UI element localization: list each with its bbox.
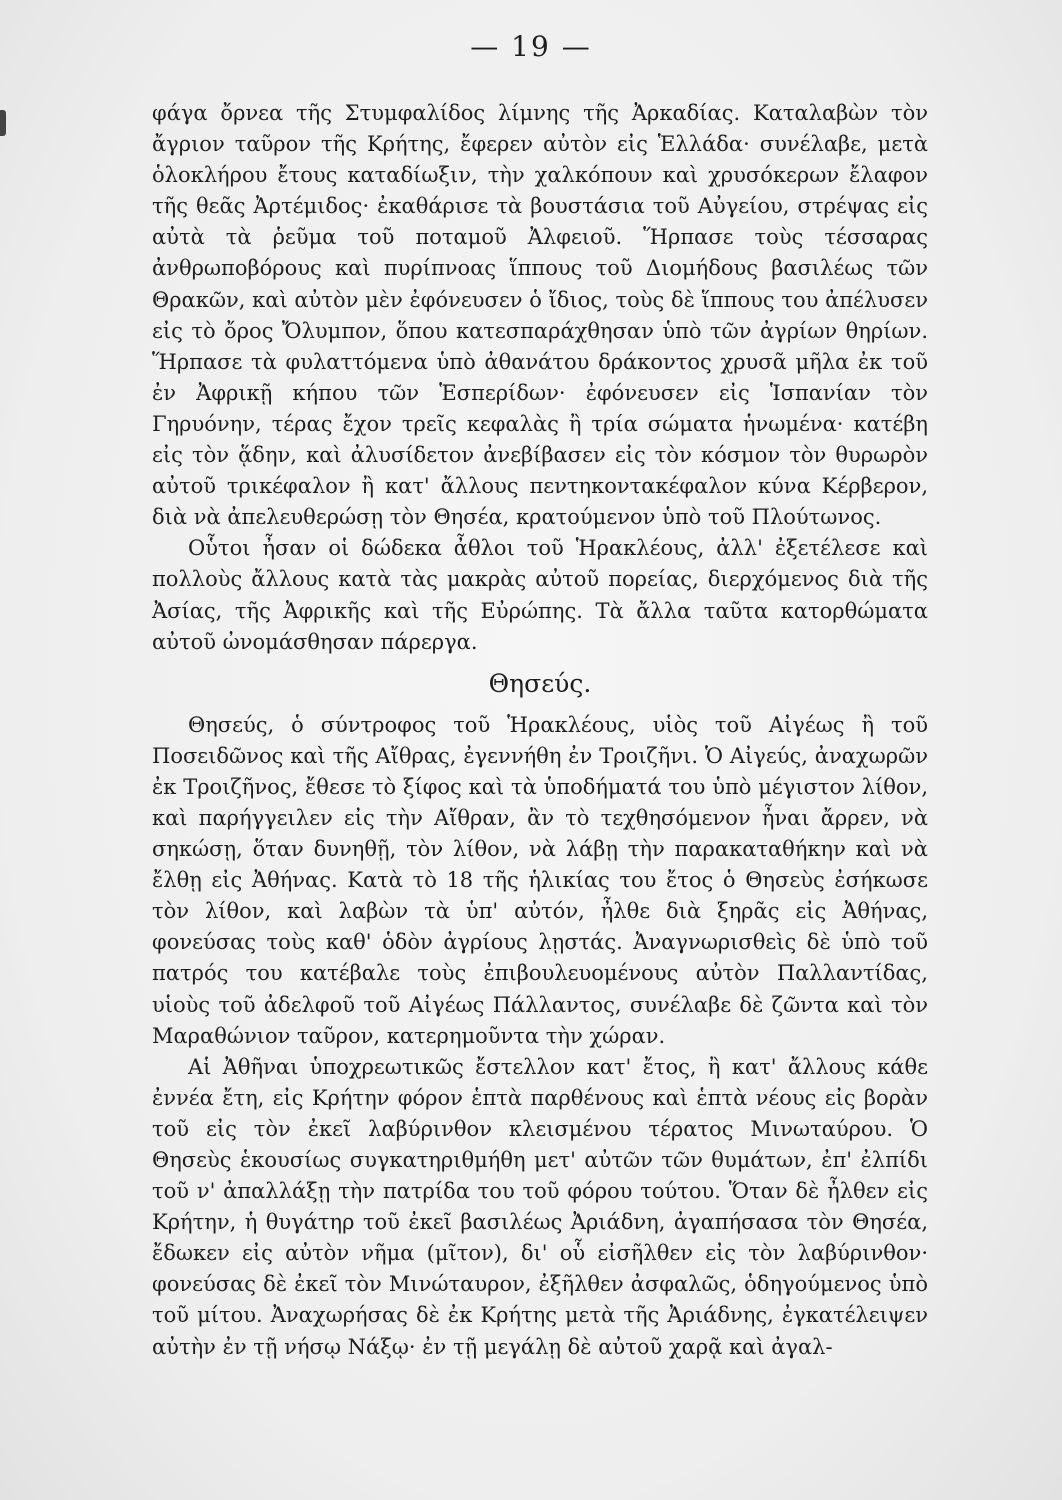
section-heading: Θησεύς. xyxy=(488,668,592,698)
page-number: — 19 — xyxy=(470,30,592,63)
paragraph-labors-continued: φάγα ὄρνεα τῆς Στυμφαλίδος λίμνης τῆς Ἀρκαδίας. Καταλαβὼν τὸν ἄγριον ταῦρον τῆς Κρήτης, ἔφερεν αὐτὸν εἰς Ἑλλάδα· συνέλαβε, μετὰ ὁλοκλήρου ἔτους καταδίωξιν, τὴν χαλκόπουν καὶ χρυσόκερων ἔλαφον τῆς θεᾶς Ἀρτέμιδος· ἐκαθάρισε τὰ βουστάσια τοῦ Αὐγείου, στρέψας εἰς αὐτὰ τὰ ῥεῦμα τοῦ ποταμοῦ Ἀλφειοῦ. Ἥρπασε τοὺς τέσσαρας ἀνθρωποβόρους καὶ πυρίπνοας ἵππους τοῦ Διομήδους βασιλέως τῶν Θρακῶν, καὶ αὐτὸν μὲν ἐφόνευσεν ὁ ἴδιος, τοὺς δὲ ἵππους του ἀπέλυσεν εἰς τὸ ὄρος Ὄλυμπον, ὅπου κατεσπαράχθησαν ὑπὸ τῶν ἀγρίων θηρίων. Ἥρπασε τὰ φυλαττόμενα ὑπὸ ἀθανάτου δράκοντος χρυσᾶ μῆλα ἐκ τοῦ ἐν Ἀφρικῇ κήπου τῶν Ἑσπερίδων· ἐφόνευσεν εἰς Ἱσπανίαν τὸν Γηρυόνην, τέρας ἔχον τρεῖς κεφαλὰς ἢ τρία σώματα ἡνωμένα· κατέβη εἰς τὸν ᾅδην, καὶ ἀλυσίδετον ἀνεβίβασεν εἰς τὸν κόσμον τὸν θυρωρὸν αὐτοῦ τρικέφαλον ἢ κατ' ἄλλους πεντηκοντακέφαλον κύνα Κέρβερον, διὰ νὰ ἀπελευθερώσῃ τὸν Θησέα, κρατούμενον ὑπὸ τοῦ Πλούτωνος. xyxy=(152,101,928,530)
paragraph-theseus-birth: Θησεύς, ὁ σύντροφος τοῦ Ἡρακλέους, υἱὸς τοῦ Αἰγέως ἢ τοῦ Ποσειδῶνος καὶ τῆς Αἴθρας, ἐγεννήθη ἐν Τροιζῆνι. Ὁ Αἰγεύς, ἀναχωρῶν ἐκ Τροιζῆνος, ἔθεσε τὸ ξίφος καὶ τὰ ὑποδήματά του ὑπὸ μέγιστον λίθον, καὶ παρήγγειλεν εἰς τὴν Αἴθραν, ἂν τὸ τεχθησόμενον ἦναι ἄρρεν, νὰ σηκώσῃ, ὅταν δυνηθῇ, τὸν λίθον, νὰ λάβῃ τὴν παρακαταθήκην καὶ νὰ ἔλθῃ εἰς Ἀθήνας. Κατὰ τὸ 18 τῆς ἡλικίας του ἔτος ὁ Θησεὺς ἐσήκωσε τὸν λίθον, καὶ λαβὼν τὰ ὑπ' αὐτόν, ἦλθε διὰ ξηρᾶς εἰς Ἀθήνας, φονεύσας τοὺς καθ' ὁδὸν ἀγρίους λῃστάς. Ἀναγνωρισθεὶς δὲ ὑπὸ τοῦ πατρός του κατέβαλε τοὺς ἐπιβουλευομένους αὐτὸν Παλλαντίδας, υἱοὺς τοῦ ἀδελφοῦ τοῦ Αἰγέως Πάλλαντος, συνέλαβε δὲ ζῶντα καὶ τὸν Μαραθώνιον ταῦρον, κατερημοῦντα τὴν χώραν. xyxy=(152,712,928,1048)
paragraph-labors-summary: Οὗτοι ἦσαν οἱ δώδεκα ἆθλοι τοῦ Ἡρακλέους, ἀλλ' ἐξετέλεσε καὶ πολλοὺς ἄλλους κατὰ τὰς μακρὰς αὐτοῦ πορείας, διερχόμενος διὰ τῆς Ἀσίας, τῆς Ἀφρικῆς καὶ τῆς Εὐρώπης. Τὰ ἄλλα ταῦτα κατορθώματα αὐτοῦ ὠνομάσθησαν πάρεργα. xyxy=(152,536,928,654)
page-edge-mark xyxy=(0,110,6,136)
paragraph-theseus-crete: Αἱ Ἀθῆναι ὑποχρεωτικῶς ἔστελλον κατ' ἔτος, ἢ κατ' ἄλλους κάθε ἐννέα ἔτη, εἰς Κρήτην φόρον ἑπτὰ παρθένους καὶ ἑπτὰ νέους εἰς βορὰν τοῦ εἰς τὸν ἐκεῖ λαβύρινθον κλεισμένου τέρατος Μινωταύρου. Ὁ Θησεὺς ἑκουσίως συγκατηριθμήθη μετ' αὐτῶν τῶν θυμάτων, ἐπ' ἐλπίδι τοῦ ν' ἀπαλλάξῃ τὴν πατρίδα του τοῦ φόρου τούτου. Ὅταν δὲ ἦλθεν εἰς Κρήτην, ἡ θυγάτηρ τοῦ ἐκεῖ βασιλέως Ἀριάδνη, ἀγαπήσασα τὸν Θησέα, ἔδωκεν εἰς αὐτὸν νῆμα (μῖτον), δι' οὗ εἰσῆλθεν εἰς τὸν λαβύρινθον· φονεύσας δὲ ἐκεῖ τὸν Μινώταυρον, ἐξῆλθεν ἀσφαλῶς, ὁδηγούμενος ὑπὸ τοῦ μίτου. Ἀναχωρήσας δὲ ἐκ Κρήτης μετὰ τῆς Ἀριάδνης, ἐγκατέλειψεν αὐτὴν ἐν τῇ νήσῳ Νάξῳ· ἐν τῇ μεγάλῃ δὲ αὐτοῦ χαρᾷ καὶ ἀγαλ- xyxy=(152,1054,928,1359)
body-text xyxy=(152,98,928,1363)
